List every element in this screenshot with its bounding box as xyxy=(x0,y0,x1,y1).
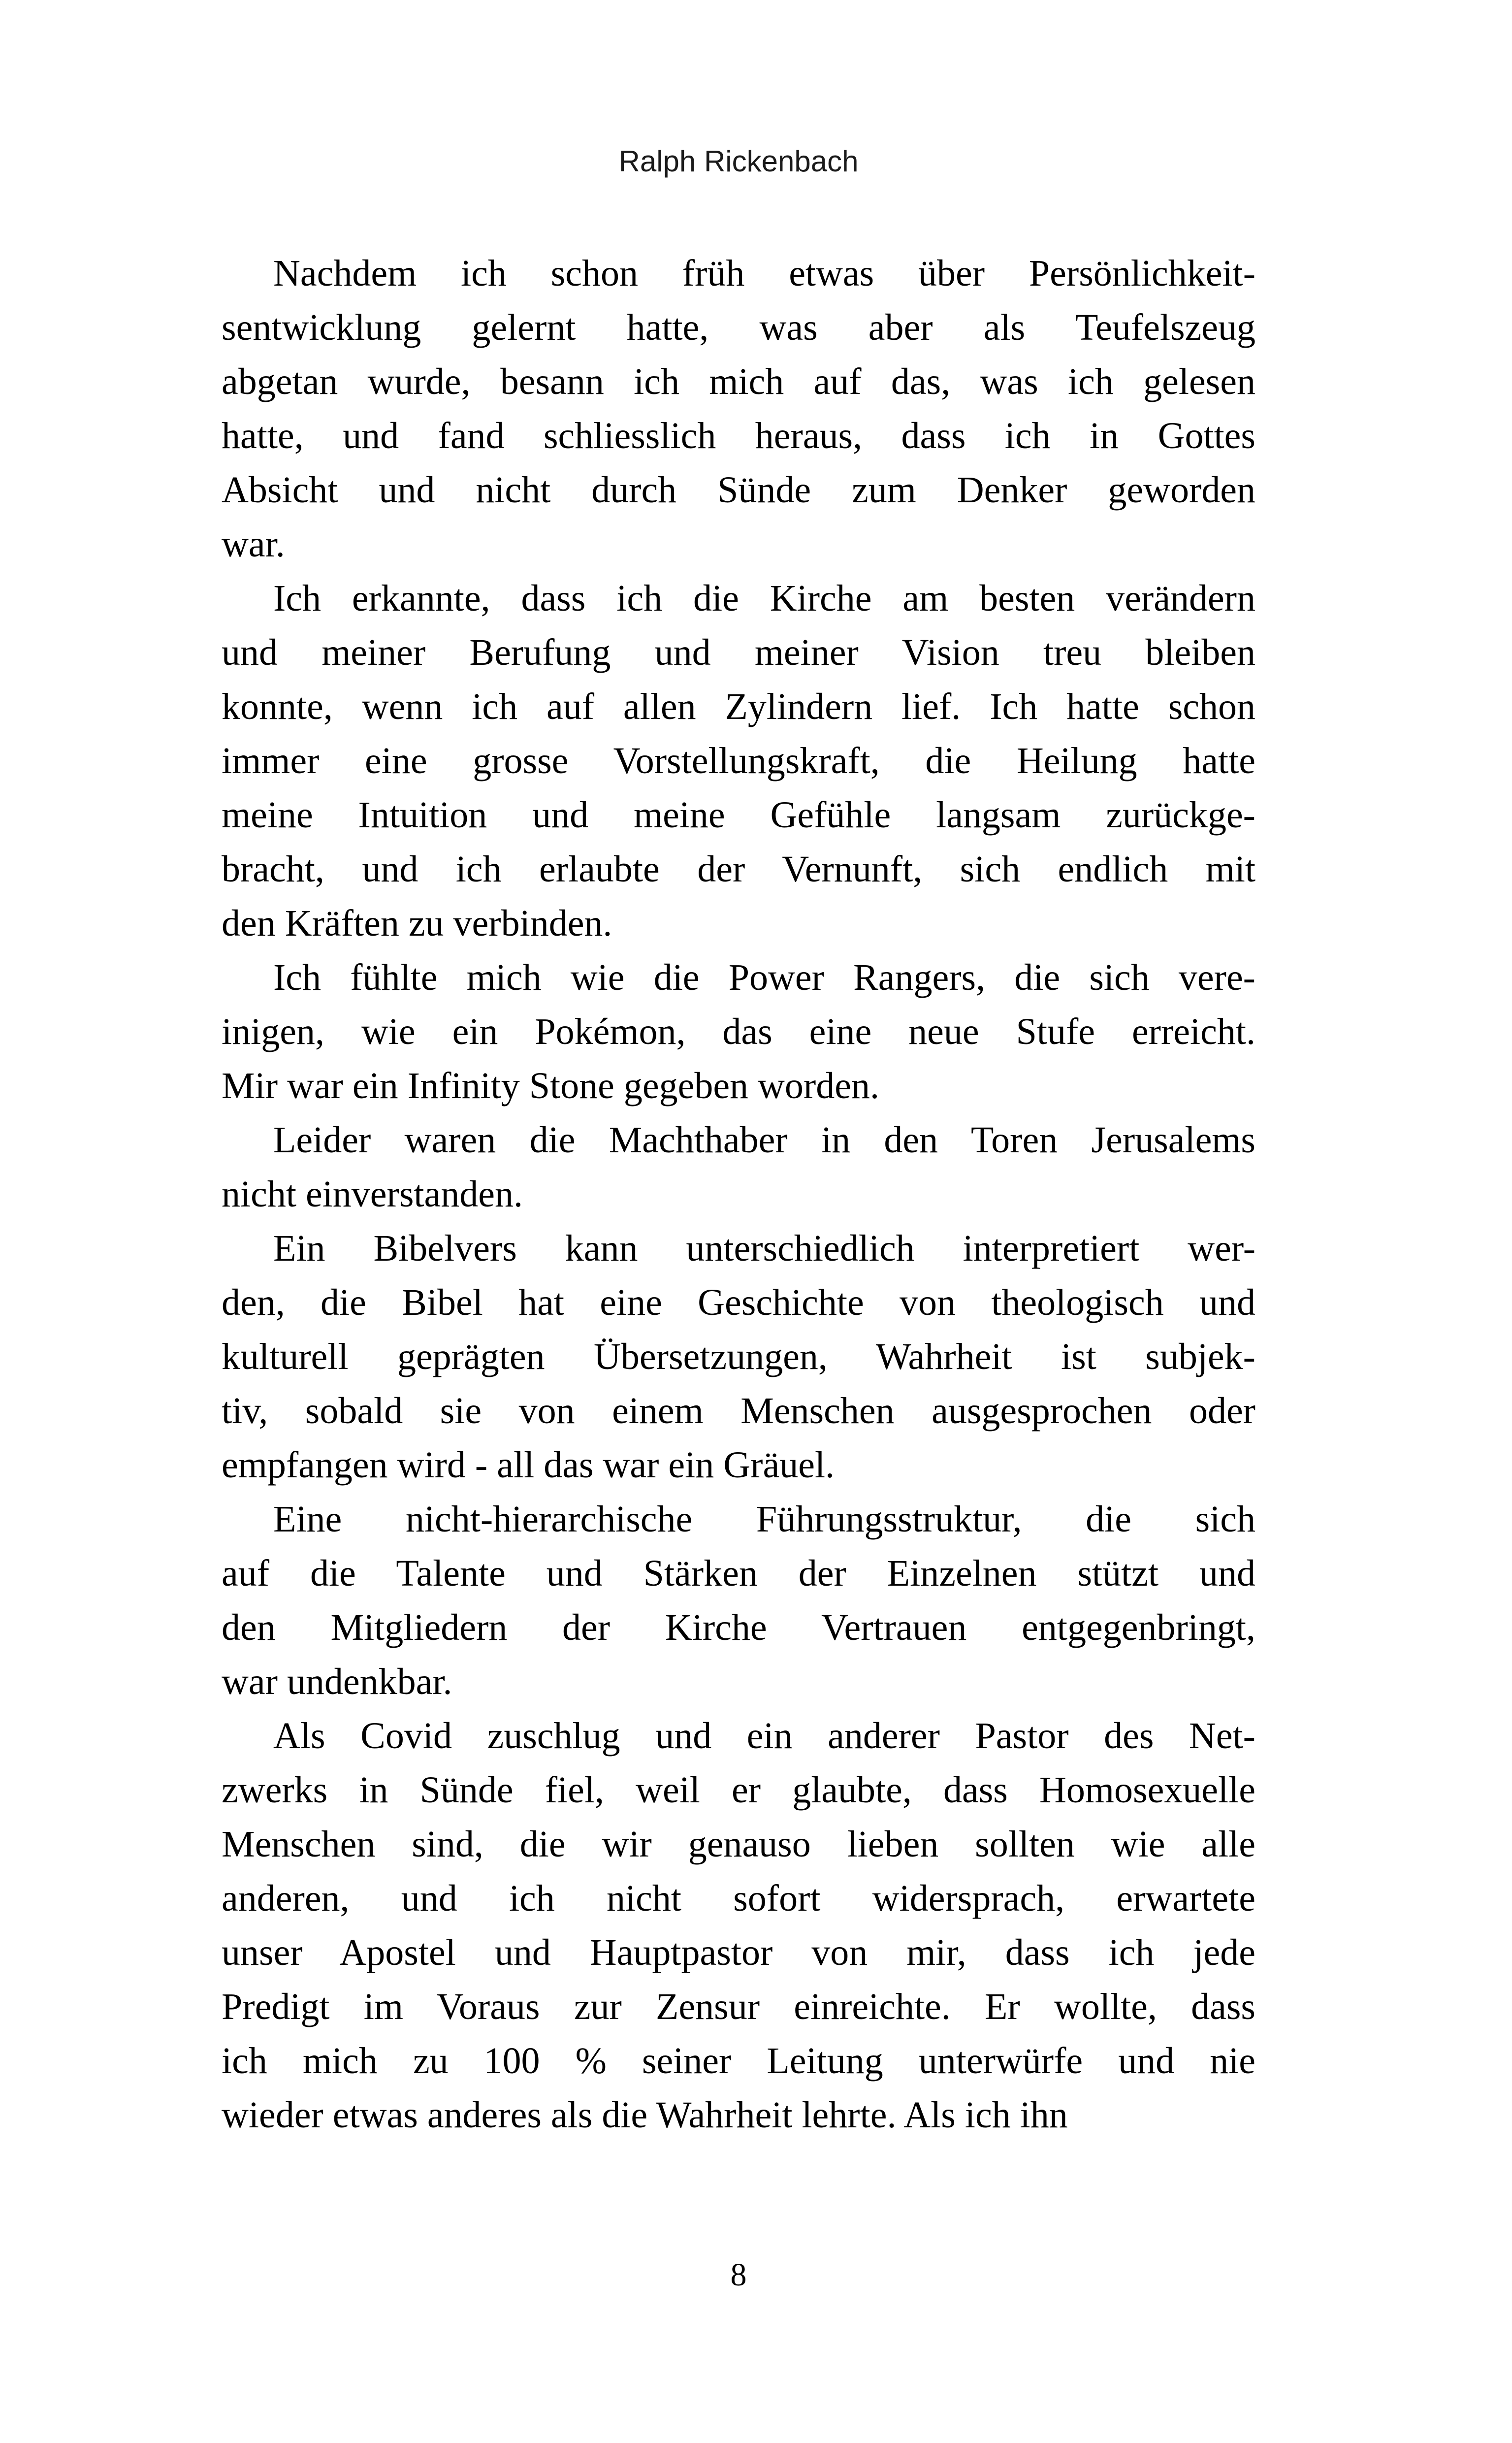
text-line: und meiner Berufung und meiner Vision treu bleiben xyxy=(222,632,1255,673)
text-line: Menschen sind, die wir genauso lieben sollten wie alle xyxy=(222,1824,1255,1865)
text-line: Predigt im Voraus zur Zensur einreichte. Er wollte, dass xyxy=(222,1986,1255,2027)
text-line: ich mich zu 100 % seiner Leitung unterwürfe und nie xyxy=(222,2040,1255,2082)
text-line: kulturell geprägten Übersetzungen, Wahrheit ist subjek- xyxy=(222,1336,1255,1377)
text-line: inigen, wie ein Pokémon, das eine neue Stufe erreicht. xyxy=(222,1011,1255,1052)
paragraph xyxy=(222,1221,1255,1492)
paragraph xyxy=(222,950,1255,1113)
text-line: nicht einverstanden. xyxy=(222,1173,523,1215)
text-line: tiv, sobald sie von einem Menschen ausgesprochen oder xyxy=(222,1390,1255,1432)
text-line: Leider waren die Machthaber in den Toren Jerusalems xyxy=(273,1119,1255,1161)
text-line: anderen, und ich nicht sofort widersprach, erwartete xyxy=(222,1878,1255,1919)
text-line: wieder etwas anderes als die Wahrheit lehrte. Als ich ihn xyxy=(222,2094,1068,2136)
running-head: Ralph Rickenbach xyxy=(618,145,859,178)
text-line: war. xyxy=(222,523,285,565)
text-line: empfangen wird - all das war ein Gräuel. xyxy=(222,1444,835,1486)
text-line: sentwicklung gelernt hatte, was aber als Teufelszeug xyxy=(222,307,1255,348)
text-line: meine Intuition und meine Gefühle langsam zurückge- xyxy=(222,794,1255,836)
text-line: immer eine grosse Vorstellungskraft, die Heilung hatte xyxy=(222,740,1255,782)
text-line: den Mitgliedern der Kirche Vertrauen entgegenbringt, xyxy=(222,1607,1255,1648)
text-line: abgetan wurde, besann ich mich auf das, was ich gelesen xyxy=(222,361,1255,402)
text-line: war undenkbar. xyxy=(222,1661,452,1702)
text-line: zwerks in Sünde fiel, weil er glaubte, dass Homosexuelle xyxy=(222,1769,1255,1811)
paragraph xyxy=(222,246,1255,571)
text-line: bracht, und ich erlaubte der Vernunft, sich endlich mit xyxy=(222,848,1255,890)
text-line: hatte, und fand schliesslich heraus, dass ich in Gottes xyxy=(222,415,1255,456)
text-line: Als Covid zuschlug und ein anderer Pastor des Net- xyxy=(273,1715,1255,1757)
paragraph xyxy=(222,1492,1255,1709)
text-line: Mir war ein Infinity Stone gegeben worden. xyxy=(222,1065,879,1107)
text-line: Ein Bibelvers kann unterschiedlich interpretiert wer- xyxy=(273,1228,1255,1269)
paragraph xyxy=(222,1113,1255,1221)
body-text xyxy=(222,246,1255,2142)
paragraph xyxy=(222,1709,1255,2142)
text-line: den Kräften zu verbinden. xyxy=(222,903,612,944)
paragraph xyxy=(222,571,1255,950)
text-line: Absicht und nicht durch Sünde zum Denker geworden xyxy=(222,469,1255,511)
text-line: konnte, wenn ich auf allen Zylindern lief. Ich hatte schon xyxy=(222,686,1255,727)
text-line: unser Apostel und Hauptpastor von mir, dass ich jede xyxy=(222,1932,1255,1973)
text-line: den, die Bibel hat eine Geschichte von theologisch und xyxy=(222,1282,1255,1323)
text-line: Ich fühlte mich wie die Power Rangers, die sich vere- xyxy=(273,957,1255,998)
page-number: 8 xyxy=(730,2257,747,2293)
text-line: auf die Talente und Stärken der Einzelnen stützt und xyxy=(222,1553,1255,1594)
text-line: Nachdem ich schon früh etwas über Persönlichkeit- xyxy=(273,253,1255,294)
text-line: Ich erkannte, dass ich die Kirche am besten verändern xyxy=(273,578,1255,619)
text-line: Eine nicht-hierarchische Führungsstruktur, die sich xyxy=(273,1498,1255,1540)
